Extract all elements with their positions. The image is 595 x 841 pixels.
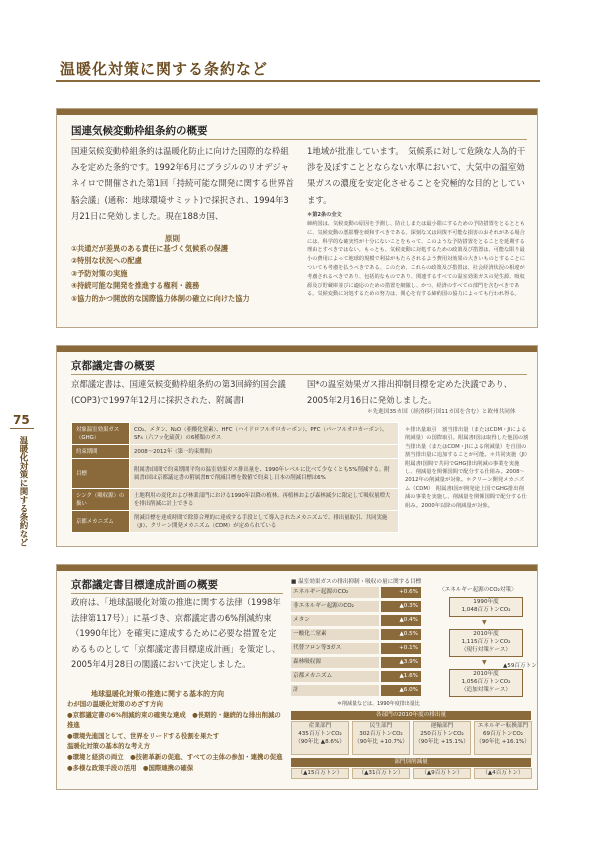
- bar-label: 京都メカニズム: [291, 671, 379, 682]
- bar-label: 一酸化二窒素: [291, 629, 379, 640]
- sector-energy: [474, 721, 532, 755]
- sector-amount: 69百万トンCO₂: [482, 731, 524, 737]
- sector-change: （90年比 +15.1%）: [415, 739, 469, 745]
- bar-label: 計: [291, 685, 379, 696]
- table-key: 目標: [72, 459, 130, 489]
- principle-item: ③予防対策の実施: [71, 268, 128, 278]
- unfccc-title: 国連気候変動枠組条約の概要: [71, 125, 208, 137]
- header-rule: [56, 80, 540, 82]
- flow-year: 2010年度: [473, 671, 499, 677]
- principles-list: [71, 243, 297, 305]
- goal-list: [67, 699, 287, 773]
- sector-cut-header: 部門別削減量: [291, 758, 531, 767]
- table-row: [72, 489, 399, 511]
- table-row: [72, 445, 399, 459]
- sector-cut: （▲31百万トン）: [352, 768, 410, 779]
- article2-text: 締約国は、気候変動の原因を予測し、防止しまたは最小限にするための予防措置をとるとともに、気候変動の悪影響を緩和すべきである。深刻な又は回復不可能な損害のおそれがある場合には、科学的な確実性が十分にないことをもって、このような予防措置をとることを延期する理由とすべきではない。もっとも、気候変動に対処するための政策及び措置は、可能な限り最小の費用によって地球的規模で利益がもたらされるよう費用対効果の大きいものとすることについても考慮を払うべきである。このため、これらの政策及び措置は、社会経済状況の相違が考慮されるべきであり、包括的なものであり、関連するすべての温室効果ガスの発生源、吸収源及び貯蔵庫並びに適応のための措置を網羅し、かつ、経済のすべての部門を含むべきである。気候変動に対処するための努力は、関心を有する締約国の協力によっても行われ得る。: [307, 221, 525, 298]
- sector-change: （90年比 +10.7%）: [354, 739, 408, 745]
- table-value: CO₂、メタン、N₂O（亜酸化窒素）、HFC（ハイドロフルオロカーボン）、PFC（パーフルオロカーボン）、SF₆（六フッ化硫黄）の6種類のガス: [130, 423, 399, 445]
- section-rule: [71, 139, 527, 140]
- sector-amount: 435百万トンCO₂: [298, 731, 342, 737]
- sector-cut: （▲9百万トン）: [413, 768, 471, 779]
- principle-item: ②特別な状況への配慮: [71, 256, 142, 266]
- page-number: 75: [13, 413, 30, 427]
- unfccc-box: [56, 108, 538, 328]
- table-key: 約束期間: [72, 445, 130, 459]
- bar-label: エネルギー起源のCO₂: [291, 587, 379, 598]
- bar-value: +0.1%: [381, 643, 421, 654]
- flow-box-2010-additional: [449, 669, 523, 697]
- principles-title: 原則: [165, 234, 180, 243]
- sector-name: エネルギー転換部門: [477, 723, 529, 729]
- goal-line: ●環境と経済の両立 ●技術革新の促進、すべての主体の参加・連携の促進: [67, 752, 283, 761]
- flow-box-1990: [449, 597, 523, 617]
- bar-value: ▲3.9%: [381, 657, 421, 668]
- bar-value: ▲6.0%: [381, 685, 421, 696]
- flow-amount: 1,056百万トンCO₂: [461, 679, 511, 685]
- side-label: 温暖化対策に関する条約など: [18, 436, 28, 547]
- kyoto-body-right: 国*の温室効果ガス排出抑制目標を定めた決議であり、2005年2月16日に発効しました。: [307, 379, 513, 406]
- table-key: 京都メカニズム: [72, 511, 130, 533]
- sector-change: （90年比 ▲8.6%）: [295, 739, 345, 745]
- plan-box: [56, 564, 538, 790]
- sector-residential: [352, 721, 410, 755]
- arrow-down-icon: ▼: [482, 619, 487, 626]
- plan-title: 京都議定書目標達成計画の概要: [71, 579, 218, 591]
- table-row: [72, 511, 399, 533]
- goal-line: ●京都議定書の6%削減約束の確実な達成 ●長期的・継続的な排出削減の推進: [67, 710, 281, 730]
- table-value: 削減目標を達成時間で除算合理的に達成する手段として導入されたメカニズムで、排出量取引、共同実施（JI）、クリーン開発メカニズム（CDM）が定められている: [130, 511, 399, 533]
- bar-value: ▲1.6%: [381, 671, 421, 682]
- bar-value: +0.6%: [381, 587, 421, 598]
- section-rule: [71, 593, 283, 594]
- section-rule: [71, 374, 527, 375]
- bar-value: ▲0.5%: [381, 629, 421, 640]
- flow-note: （現行対策ケース）: [460, 647, 512, 653]
- flow-amount: 1,048百万トンCO₂: [461, 607, 511, 613]
- table-value: 附属書Ⅰ国間で約束期間平均の温室効果ガス排出量を、1990年レベルに比べて少なくとも5%削減する。附属書Ⅰ国は京都議定書の附属書Bで削減目標を数値で約束し日本の削減目標は6%: [130, 459, 399, 489]
- flow-year: 2010年度: [473, 631, 499, 637]
- kyoto-box: [56, 345, 538, 547]
- table-key: 対象温室効果ガス（GHG）: [72, 423, 130, 445]
- flow-title: 〈エネルギー起源のCO₂対策〉: [439, 587, 517, 593]
- table-key: シンク（吸収源）の扱い: [72, 489, 130, 511]
- sector-name: 運輸部門: [430, 723, 454, 729]
- bar-label: 森林吸収源: [291, 657, 379, 668]
- chart-title: ■ 温室効果ガスの排出抑制・吸収の量に関する目標: [291, 579, 422, 585]
- box-header-bar: [57, 565, 537, 571]
- page-number-rule: [10, 428, 34, 429]
- bar-label: メタン: [291, 615, 379, 626]
- bar-label: 非エネルギー起源のCO₂: [291, 601, 379, 612]
- table-value: 2008〜2012年（第一約束期間）: [130, 445, 399, 459]
- kyoto-body-left: 京都議定書は、国連気候変動枠組条約の第3回締約国会議(COP3)で1997年12月に採択された、附属書Ⅰ: [71, 379, 286, 406]
- kyoto-table: [71, 422, 399, 533]
- flow-amount: 1,115百万トンCO₂: [461, 639, 511, 645]
- plan-body: 政府は、「地球温暖化対策の推進に関する法律（1998年法律第117号）」に基づき、京都議定書の6%削減約束（1990年比）を確実に達成するために必要な措置を定めるものとして「京都議定書目標達成計画」を策定し、2005年4月28日の閣議において決定しました。: [71, 597, 281, 670]
- flow-diff: ▲59百万トン: [503, 663, 537, 669]
- principle-item: ⑤協力的かつ開放的な国際協力体制の確立に向けた協力: [71, 293, 250, 303]
- sector-transport: [413, 721, 471, 755]
- unfccc-body-left: 国連気候変動枠組条約は温暖化防止に向けた国際的な枠組みを定めた条約です。1992年6月にブラジルのリオデジャネイロで開催された第1回「持続可能な開発に関する世界首脳会議」(通称：地球環境サミット)で採択され、1994年3月21日に発効しました。現在188カ国、: [71, 146, 294, 221]
- flow-year: 1990年度: [473, 599, 499, 605]
- goal-line: 温暖化対策の基本的な考え方: [67, 742, 151, 751]
- kyoto-body-note: ＊先進国35カ国（経済移行国11カ国を含む）と欧州共同体: [367, 409, 516, 415]
- kyoto-mechanisms-note: ＊排出量取引 割当排出量（またはCDM・JIによる削減量）の国際取引。附属書Ⅰ国は取得した他国の割当排出量（またはCDM・JIによる削減量）を自国の割当排出量に追加することが可能。＊共同実施（JI） 附属書Ⅰ国間で共同でGHG排出削減の事業を実施し、削減量を関係国間で配分する仕組み。2008〜2012年の削減量が対象。＊クリーン開発メカニズム（CDM） 附属書Ⅰ国が開発途上国でGHG排出削減の事業を実施し、削減量を関係国間で配分する仕組み。2000年以降の削減量が対象。: [405, 427, 533, 509]
- table-row: [72, 423, 399, 445]
- goal-line: ●多様な政策手段の活用 ●国際連携の確保: [67, 763, 194, 772]
- box-header-bar: [57, 109, 537, 115]
- kyoto-title: 京都議定書の概要: [71, 360, 155, 372]
- article2-title: ＊第2条の全文: [307, 212, 342, 218]
- bar-label: 代替フロン等3ガス: [291, 643, 379, 654]
- sector-cut: （▲15百万トン）: [291, 768, 349, 779]
- principle-item: ④持続可能な開発を推進する権利・義務: [71, 281, 200, 291]
- arrow-down-icon: ▼: [482, 659, 487, 666]
- sector-amount: 302百万トンCO₂: [359, 731, 403, 737]
- sector-cut: （▲4百万トン）: [474, 768, 532, 779]
- unfccc-body-right: 1地域が批准しています。 気候系に対して危険な人為的干渉を及ぼすこととならない水準において、大気中の温室効果ガスの濃度を安定化させることを究極的な目的としています。: [307, 146, 526, 205]
- sector-name: 民生部門: [369, 723, 393, 729]
- sector-amount: 250百万トンCO₂: [420, 731, 464, 737]
- goal-line: わが国の温暖化対策のめざす方向: [67, 700, 163, 708]
- box-header-bar: [57, 346, 537, 352]
- principle-item: ①共通だが差異のある責任に基づく気候系の保護: [71, 244, 229, 253]
- bar-value: ▲0.3%: [381, 601, 421, 612]
- sector-header: 各部門の2010年度の排出量: [291, 711, 531, 720]
- goal-title: 地球温暖化対策の推進に関する基本的方向: [91, 690, 224, 698]
- table-row: [72, 459, 399, 489]
- bar-value: ▲0.4%: [381, 615, 421, 626]
- sector-name: 産業部門: [308, 723, 332, 729]
- bar-note: ＊削減量などは、1990年度排出量比: [337, 701, 420, 707]
- flow-box-2010-current: [449, 629, 523, 657]
- sector-industry: [291, 721, 349, 755]
- sector-change: （90年比 +16.1%）: [476, 739, 530, 745]
- flow-note: （追加対策ケース）: [460, 687, 512, 693]
- page-title: 温暖化対策に関する条約など: [60, 60, 269, 78]
- goal-line: ●環境先進国として、世界をリードする役割を果たす: [67, 731, 220, 740]
- table-value: 土地利用の変化および林業部門における1990年以降の植林、再植林および森林減少に限定して吸収量増大を排出削減に計上できる: [130, 489, 399, 511]
